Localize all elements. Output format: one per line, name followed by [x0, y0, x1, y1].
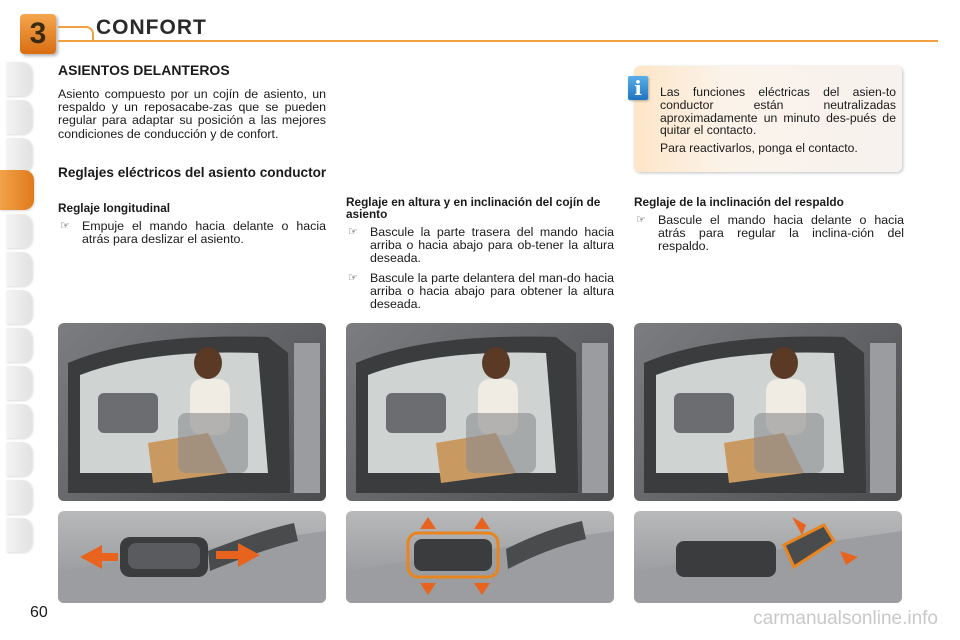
- chapter-tab[interactable]: [6, 138, 32, 172]
- subsection-title: Reglajes eléctricos del asiento conductor: [58, 165, 327, 180]
- car-door-illustration: [346, 323, 614, 501]
- watermark: carmanualsonline.info: [753, 608, 938, 629]
- page-number: 60: [30, 604, 48, 621]
- column-heading: Reglaje de la inclinación del respaldo: [634, 195, 844, 209]
- column-heading: Reglaje en altura y en inclinación del cojín de asiento: [346, 195, 601, 221]
- info-paragraph: Para reactivarlos, ponga el contacto.: [660, 141, 858, 156]
- car-door-illustration: [634, 323, 902, 501]
- column-longitudinal: [58, 202, 326, 253]
- section-title: ASIENTOS DELANTEROS: [58, 62, 230, 78]
- arrow-up-icon: [420, 517, 436, 529]
- control-detail-backrest: [634, 511, 902, 603]
- chapter-tab[interactable]: [6, 404, 32, 438]
- instruction-item: [634, 214, 904, 253]
- instruction-item: [346, 226, 614, 265]
- chapter-tab[interactable]: [6, 328, 32, 362]
- column-backrest: [634, 196, 904, 260]
- control-detail-height: [346, 511, 614, 603]
- chapter-tab-active[interactable]: [0, 170, 34, 210]
- pointing-hand-icon: ☞: [348, 272, 358, 284]
- instruction-item: [346, 272, 614, 311]
- pointing-hand-icon: ☞: [636, 214, 646, 226]
- instruction-text: Empuje el mando hacia delante o hacia atrás para deslizar el asiento.: [82, 219, 326, 246]
- header-rule: [58, 40, 938, 42]
- intro-paragraph: Asiento compuesto por un cojín de asiento, un respaldo y un reposacabe-zas que se pueden regular para adaptar su posición a las mejores condiciones de conducción y de confort.: [58, 87, 326, 141]
- chapter-tab[interactable]: [6, 442, 32, 476]
- info-paragraph: Las funciones eléctricas del asien-to conductor están neutralizadas aproximadamente un minuto des-pués de quitar el contacto.: [660, 85, 896, 138]
- info-icon: i: [628, 76, 648, 100]
- chapter-tab[interactable]: [6, 100, 32, 134]
- chapter-tab[interactable]: [6, 480, 32, 514]
- seat-control-illustration: [58, 511, 326, 603]
- chapter-tab[interactable]: [6, 366, 32, 400]
- seat-photo-3: [634, 323, 902, 501]
- seat-control-illustration: [634, 511, 902, 603]
- pointing-hand-icon: ☞: [348, 226, 358, 238]
- arrow-tilt-back-icon: [792, 517, 806, 535]
- seat-control-illustration: [346, 511, 614, 603]
- car-door-illustration: [58, 323, 326, 501]
- info-text: [660, 86, 896, 160]
- chapter-title: CONFORT: [96, 16, 207, 39]
- chapter-number-badge: 3: [20, 14, 56, 54]
- chapter-tab[interactable]: [6, 290, 32, 324]
- chapter-tabs: [0, 62, 34, 582]
- chapter-tab[interactable]: [6, 62, 32, 96]
- seat-photo-2: [346, 323, 614, 501]
- chapter-tab[interactable]: [6, 252, 32, 286]
- chapter-tab[interactable]: [6, 214, 32, 248]
- pointing-hand-icon: ☞: [60, 220, 70, 232]
- control-detail-longitudinal: [58, 511, 326, 603]
- instruction-text: Bascule la parte trasera del mando hacia arriba o hacia abajo para ob-tener la altura deseada.: [370, 225, 614, 265]
- chapter-tab[interactable]: [6, 518, 32, 552]
- instruction-text: Bascule el mando hacia delante o hacia atrás para regular la inclina-ción del respaldo.: [658, 213, 904, 253]
- instruction-item: [58, 220, 326, 246]
- column-height-tilt: [346, 196, 614, 318]
- arrow-up-icon: [474, 517, 490, 529]
- instruction-text: Bascule la parte delantera del man-do hacia arriba o hacia abajo para obtener la altura deseada.: [370, 271, 614, 311]
- column-heading: Reglaje longitudinal: [58, 201, 171, 215]
- seat-photo-1: [58, 323, 326, 501]
